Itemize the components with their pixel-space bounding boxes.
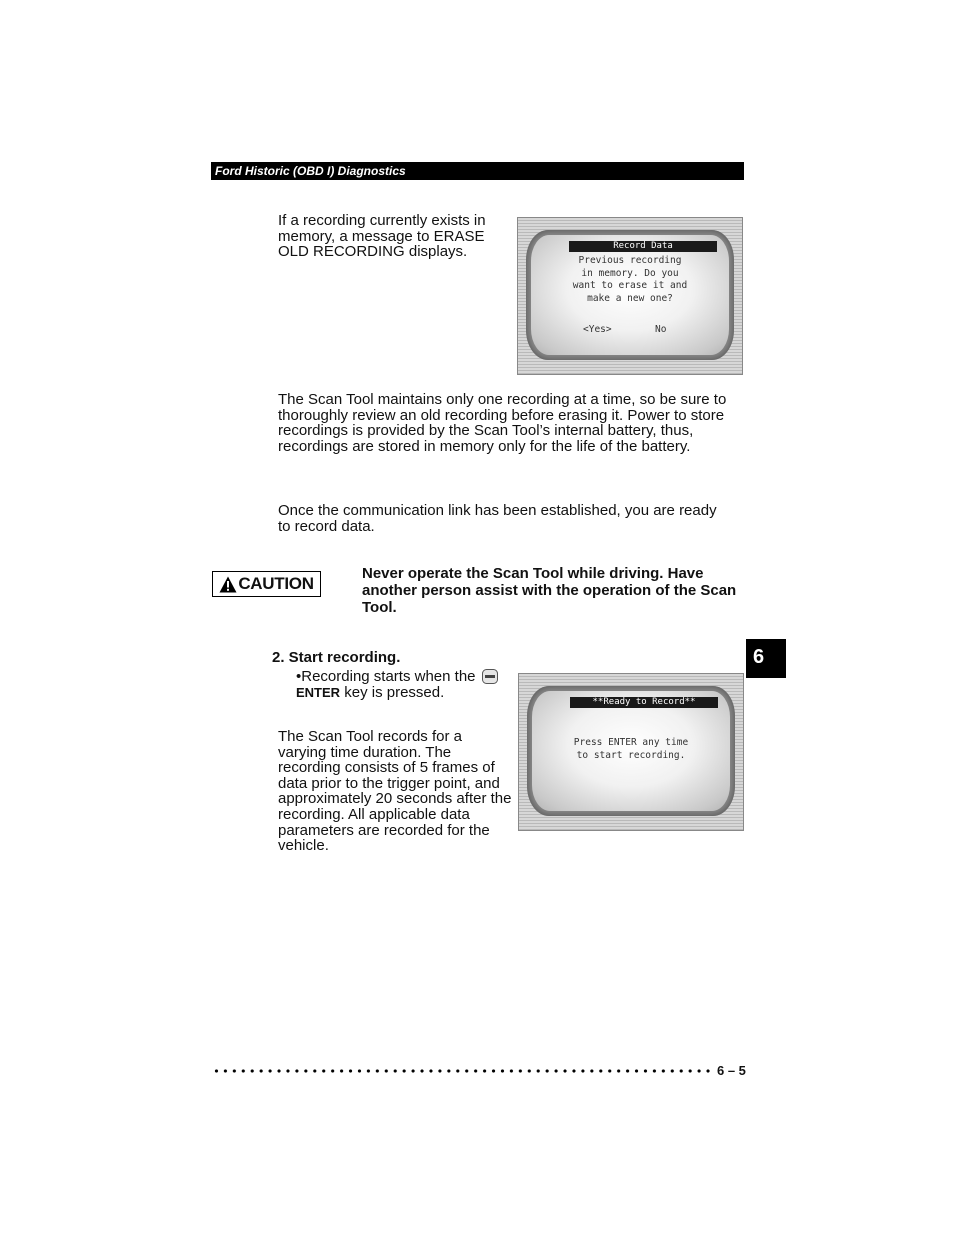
header-title: Ford Historic (OBD I) Diagnostics — [215, 164, 406, 178]
step-2-title: 2. Start recording. — [272, 649, 401, 666]
header-bar — [211, 162, 744, 180]
comm-link-paragraph: Once the communication link has been established, you are ready to record data. — [278, 502, 717, 535]
one-recording-paragraph: The Scan Tool maintains only one recording at a time, so be sure to thoroughly review an old recording before erasing it. Power to store recordings is provided by the Scan Tool’s internal battery, thus, recordings are stored in memory only for the life of the battery. — [278, 391, 727, 455]
chapter-tab — [746, 639, 786, 678]
footer-dotted-rule — [212, 1066, 712, 1076]
lcd-title-bar: Record Data — [569, 241, 717, 252]
lcd-option-yes: <Yes> — [583, 324, 612, 335]
scan-tool-screen-ready-to-record — [518, 673, 744, 831]
lcd-display — [531, 235, 729, 355]
lcd-title-bar: **Ready to Record** — [570, 697, 718, 708]
warning-triangle-icon — [219, 576, 237, 593]
step-2-bullet — [296, 669, 511, 701]
erase-intro-paragraph: If a recording currently exists in memory, a message to ERASE OLD RECORDING displays. — [278, 212, 486, 261]
bullet-prefix: •Recording starts when the — [296, 668, 476, 685]
enter-key-label: ENTER — [296, 685, 341, 700]
caution-text: Never operate the Scan Tool while driving. Have another person assist with the operation of the Scan Tool. — [362, 565, 737, 616]
lcd-message: Press ENTER any time to start recording. — [573, 737, 689, 761]
lcd-option-no: No — [655, 324, 667, 335]
lcd-display — [532, 691, 730, 811]
duration-paragraph: The Scan Tool records for a varying time duration. The recording consists of 5 frames of data prior to the trigger point, and approximately 20 seconds after the recording. All applicable data parameters are recorded for the vehicle. — [278, 728, 512, 855]
lcd-message: Previous recording in memory. Do you want to erase it and make a new one? — [572, 255, 688, 304]
page-number: 6 – 5 — [717, 1063, 746, 1078]
bullet-suffix: key is pressed. — [344, 684, 445, 701]
scan-tool-screen-record-data — [517, 217, 743, 375]
chapter-tab-label: 6 — [753, 646, 765, 668]
caution-box — [212, 571, 321, 597]
enter-key-icon — [482, 669, 498, 684]
caution-label: CAUTION — [238, 574, 314, 593]
